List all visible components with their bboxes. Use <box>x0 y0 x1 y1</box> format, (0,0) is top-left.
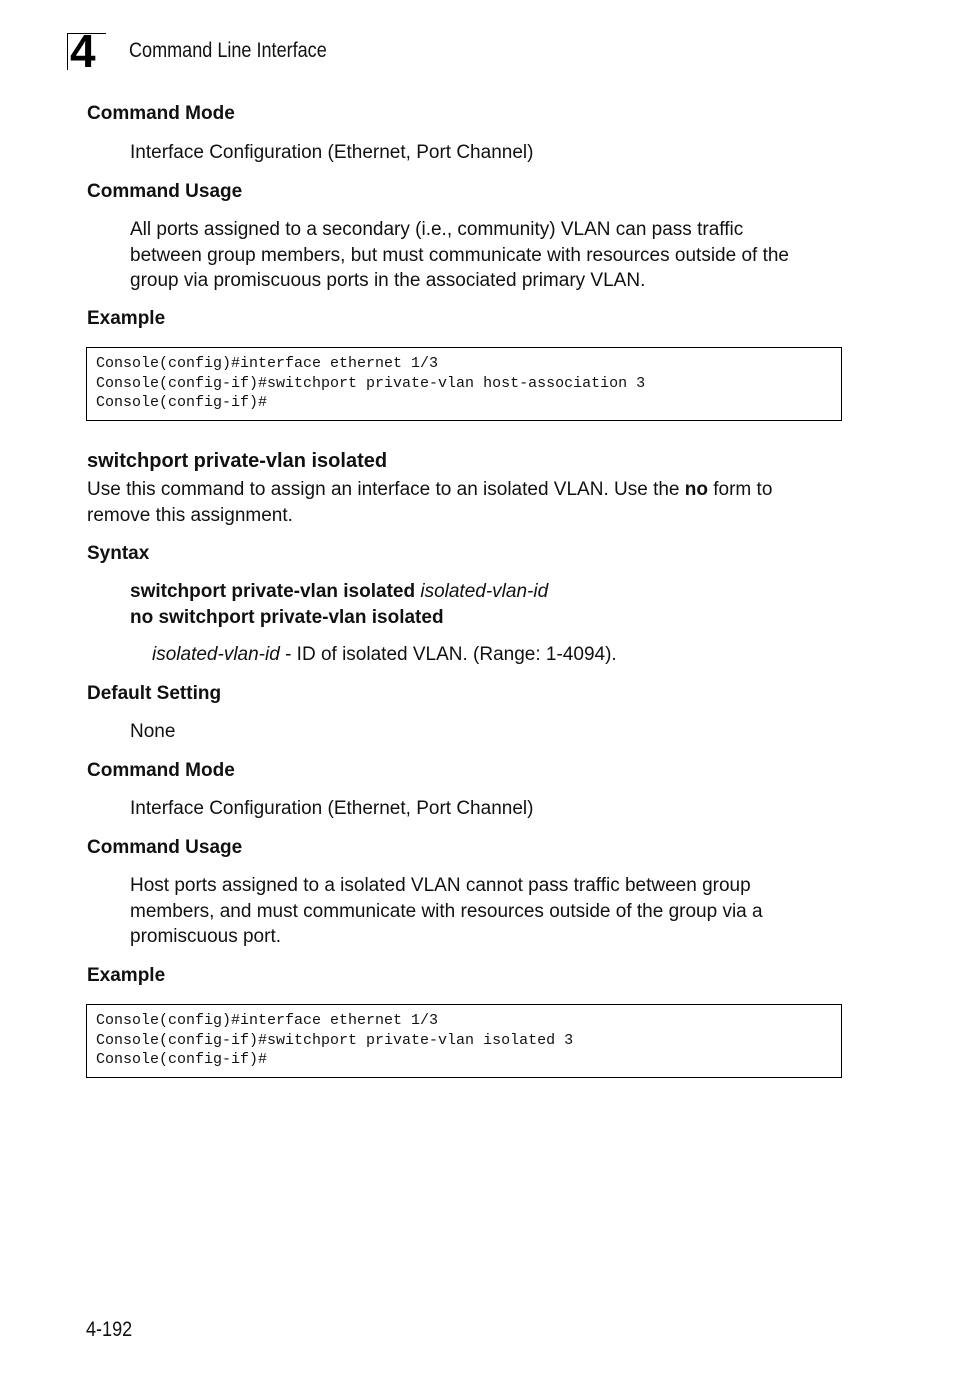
text-line: All ports assigned to a secondary (i.e., community) VLAN can pass traffic <box>130 219 744 240</box>
command-mode-text: Interface Configuration (Ethernet, Port Channel) <box>130 142 534 163</box>
text-line: members, and must communicate with resources outside of the group via a <box>130 900 763 922</box>
code-example-box <box>86 1004 842 1078</box>
code-line: Console(config)#interface ethernet 1/3 <box>96 1012 439 1029</box>
command-mode-text: Interface Configuration (Ethernet, Port Channel) <box>130 798 534 819</box>
text-line: promiscuous port. <box>130 926 282 947</box>
page-number: 4-192 <box>86 1318 133 1341</box>
default-setting-text: None <box>130 721 176 742</box>
example-heading: Example <box>87 308 166 329</box>
syntax-line-2: no switchport private-vlan isolated <box>130 606 444 628</box>
code-line: Console(config-if)#switchport private-vlan host-association 3 <box>96 374 646 392</box>
code-line: Console(config)#interface ethernet 1/3 <box>96 355 439 372</box>
syntax-block <box>130 579 850 630</box>
chapter-number: 4 <box>70 25 96 77</box>
no-keyword: no <box>684 479 708 500</box>
command-intro <box>87 477 847 528</box>
running-header-title: Command Line Interface <box>129 39 327 62</box>
intro-line-1: Use this command to assign an interface to an isolated VLAN. Use the no form to <box>87 479 773 500</box>
parameter-description: isolated-vlan-id - ID of isolated VLAN. (Range: 1-4094). <box>152 644 617 665</box>
code-line: Console(config-if)# <box>96 1051 268 1068</box>
code-example-box <box>86 347 842 421</box>
syntax-line-1: switchport private-vlan isolated isolated-vlan-id <box>130 581 549 602</box>
text-line: Host ports assigned to a isolated VLAN cannot pass traffic between group <box>130 875 751 896</box>
command-usage-paragraph <box>130 873 850 950</box>
command-title: switchport private-vlan isolated <box>87 450 388 472</box>
command-mode-heading: Command Mode <box>87 103 235 124</box>
example-heading: Example <box>87 965 166 986</box>
default-setting-heading: Default Setting <box>87 683 222 704</box>
text-line: group via promiscuous ports in the associated primary VLAN. <box>130 270 646 291</box>
code-line: Console(config-if)# <box>96 394 268 411</box>
command-usage-paragraph <box>130 217 850 294</box>
code-line: Console(config-if)#switchport private-vlan isolated 3 <box>96 1031 574 1049</box>
syntax-heading: Syntax <box>87 543 150 564</box>
command-usage-heading: Command Usage <box>87 837 243 858</box>
command-mode-heading: Command Mode <box>87 760 235 781</box>
command-usage-heading: Command Usage <box>87 181 243 202</box>
text-line: between group members, but must communicate with resources outside of the <box>130 244 789 266</box>
intro-line-2: remove this assignment. <box>87 504 293 526</box>
